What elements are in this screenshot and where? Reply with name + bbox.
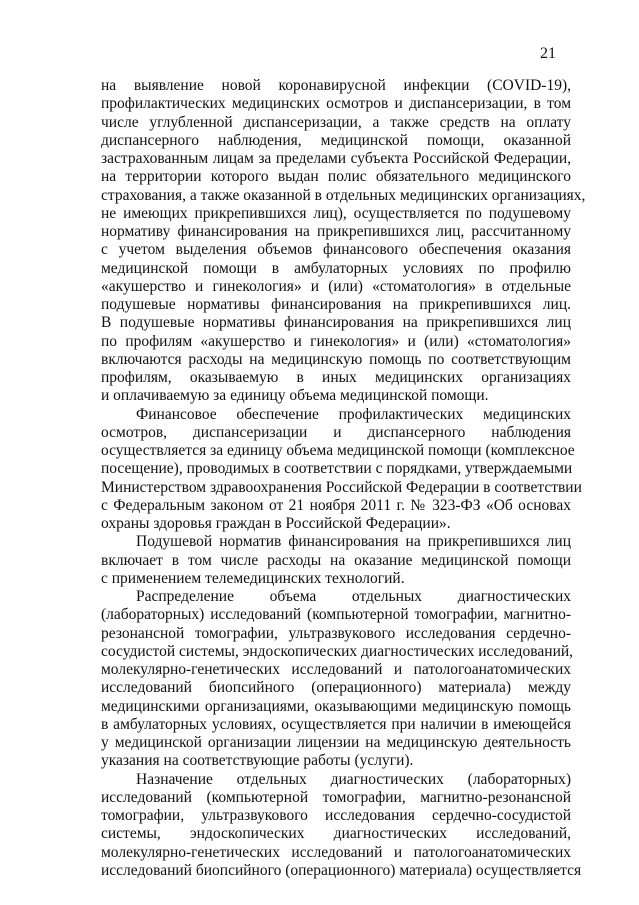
text-line: по профилям «акушерство и гинекология» и (или) «стоматология» xyxy=(101,332,571,350)
text-line: включает в том числе расходы на оказание медицинской помощи xyxy=(101,551,571,569)
paragraph xyxy=(101,770,582,881)
text-line: «акушерство и гинекология» и (или) «стоматология» в отдельные xyxy=(101,277,571,295)
text-line: включаются расходы на медицинскую помощь по соответствующим xyxy=(101,350,571,368)
text-line: посещение), проводимых в соответствии с порядками, утверждаемыми xyxy=(101,460,573,478)
text-line: у медицинской организации лицензии на медицинскую деятельность xyxy=(101,734,571,751)
text-line: исследований биопсийного (операционного) материала) осуществляется xyxy=(101,861,582,879)
text-line: в амбулаторных условиях, осуществляется при наличии в имеющейся xyxy=(101,715,571,733)
text-line: числе углубленной диспансеризации, а также средств на оплату xyxy=(101,113,571,131)
paragraph xyxy=(101,405,582,534)
text-line: В подушевые нормативы финансирования на прикрепившихся лиц xyxy=(101,314,571,332)
text-line: томографии, ультразвукового исследования сердечно-сосудистой xyxy=(101,807,571,824)
text-line: резонансной томографии, ультразвукового исследования сердечно- xyxy=(101,624,571,642)
text-line: на выявление новой коронавирусной инфекции (COVID-19), xyxy=(101,77,571,94)
text-line: Назначение отдельных диагностических (лабораторных) xyxy=(136,770,571,788)
text-line: с Федеральным законом от 21 ноября 2011 г. № 323-ФЗ «Об основах xyxy=(101,496,571,514)
text-line: страхования, а также оказанной в отдельных медицинских организациях, xyxy=(101,186,586,204)
paragraph xyxy=(101,533,571,588)
text-line: и оплачиваемую за единицу объема медицинской помощи. xyxy=(101,387,489,405)
text-line: осмотров, диспансеризации и диспансерного наблюдения xyxy=(101,423,571,441)
text-line: системы, эндоскопических диагностических исследований, xyxy=(101,825,571,843)
text-line: исследований (компьютерной томографии, магнитно-резонансной xyxy=(101,788,571,806)
text-line: с применением телемедицинских технологий. xyxy=(101,569,405,587)
page-number: 21 xyxy=(540,45,556,62)
text-line: диспансерного наблюдения, медицинской помощи, оказанной xyxy=(101,131,571,149)
paragraph xyxy=(101,588,574,771)
text-line: молекулярно-генетических исследований и патологоанатомических xyxy=(101,843,571,861)
text-line: нормативу финансирования на прикрепившихся лиц, рассчитанному xyxy=(101,223,571,240)
text-line: исследований биопсийного (операционного) материала) между xyxy=(101,679,571,697)
text-line: Финансовое обеспечение профилактических медицинских xyxy=(136,405,571,423)
text-line: застрахованным лицам за пределами субъекта Российской Федерации, xyxy=(101,150,571,167)
text-line: с учетом выделения объемов финансового обеспечения оказания xyxy=(101,241,571,259)
text-line: на территории которого выдан полис обязательного медицинского xyxy=(101,168,571,186)
text-line: профилактических медицинских осмотров и диспансеризации, в том xyxy=(101,95,571,113)
body-text xyxy=(101,77,586,880)
text-line: охраны здоровья граждан в Российской Федерации». xyxy=(101,515,451,532)
text-line: (лабораторных) исследований (компьютерной томографии, магнитно- xyxy=(101,606,571,624)
text-line: подушевые нормативы финансирования на прикрепившихся лиц. xyxy=(101,296,571,313)
text-line: указания на соответствующие работы (услуги). xyxy=(101,752,414,770)
text-line: осуществляется за единицу объема медицинской помощи (комплексное xyxy=(101,442,575,459)
text-line: Распределение объема отдельных диагностических xyxy=(136,588,571,605)
text-line: Министерством здравоохранения Российской Федерации в соответствии xyxy=(101,478,582,496)
text-line: не имеющих прикрепившихся лиц), осуществляется по подушевому xyxy=(101,204,571,222)
text-line: сосудистой системы, эндоскопических диагностических исследований, xyxy=(101,642,574,660)
text-line: медицинской помощи в амбулаторных условиях по профилю xyxy=(101,259,571,277)
text-line: медицинскими организациями, оказывающими медицинскую помощь xyxy=(101,697,571,715)
text-line: профилям, оказываемую в иных медицинских организациях xyxy=(101,369,571,386)
text-line: молекулярно-генетических исследований и патологоанатомических xyxy=(101,661,571,678)
paragraph xyxy=(101,77,586,406)
text-line: Подушевой норматив финансирования на прикрепившихся лиц xyxy=(136,533,571,551)
